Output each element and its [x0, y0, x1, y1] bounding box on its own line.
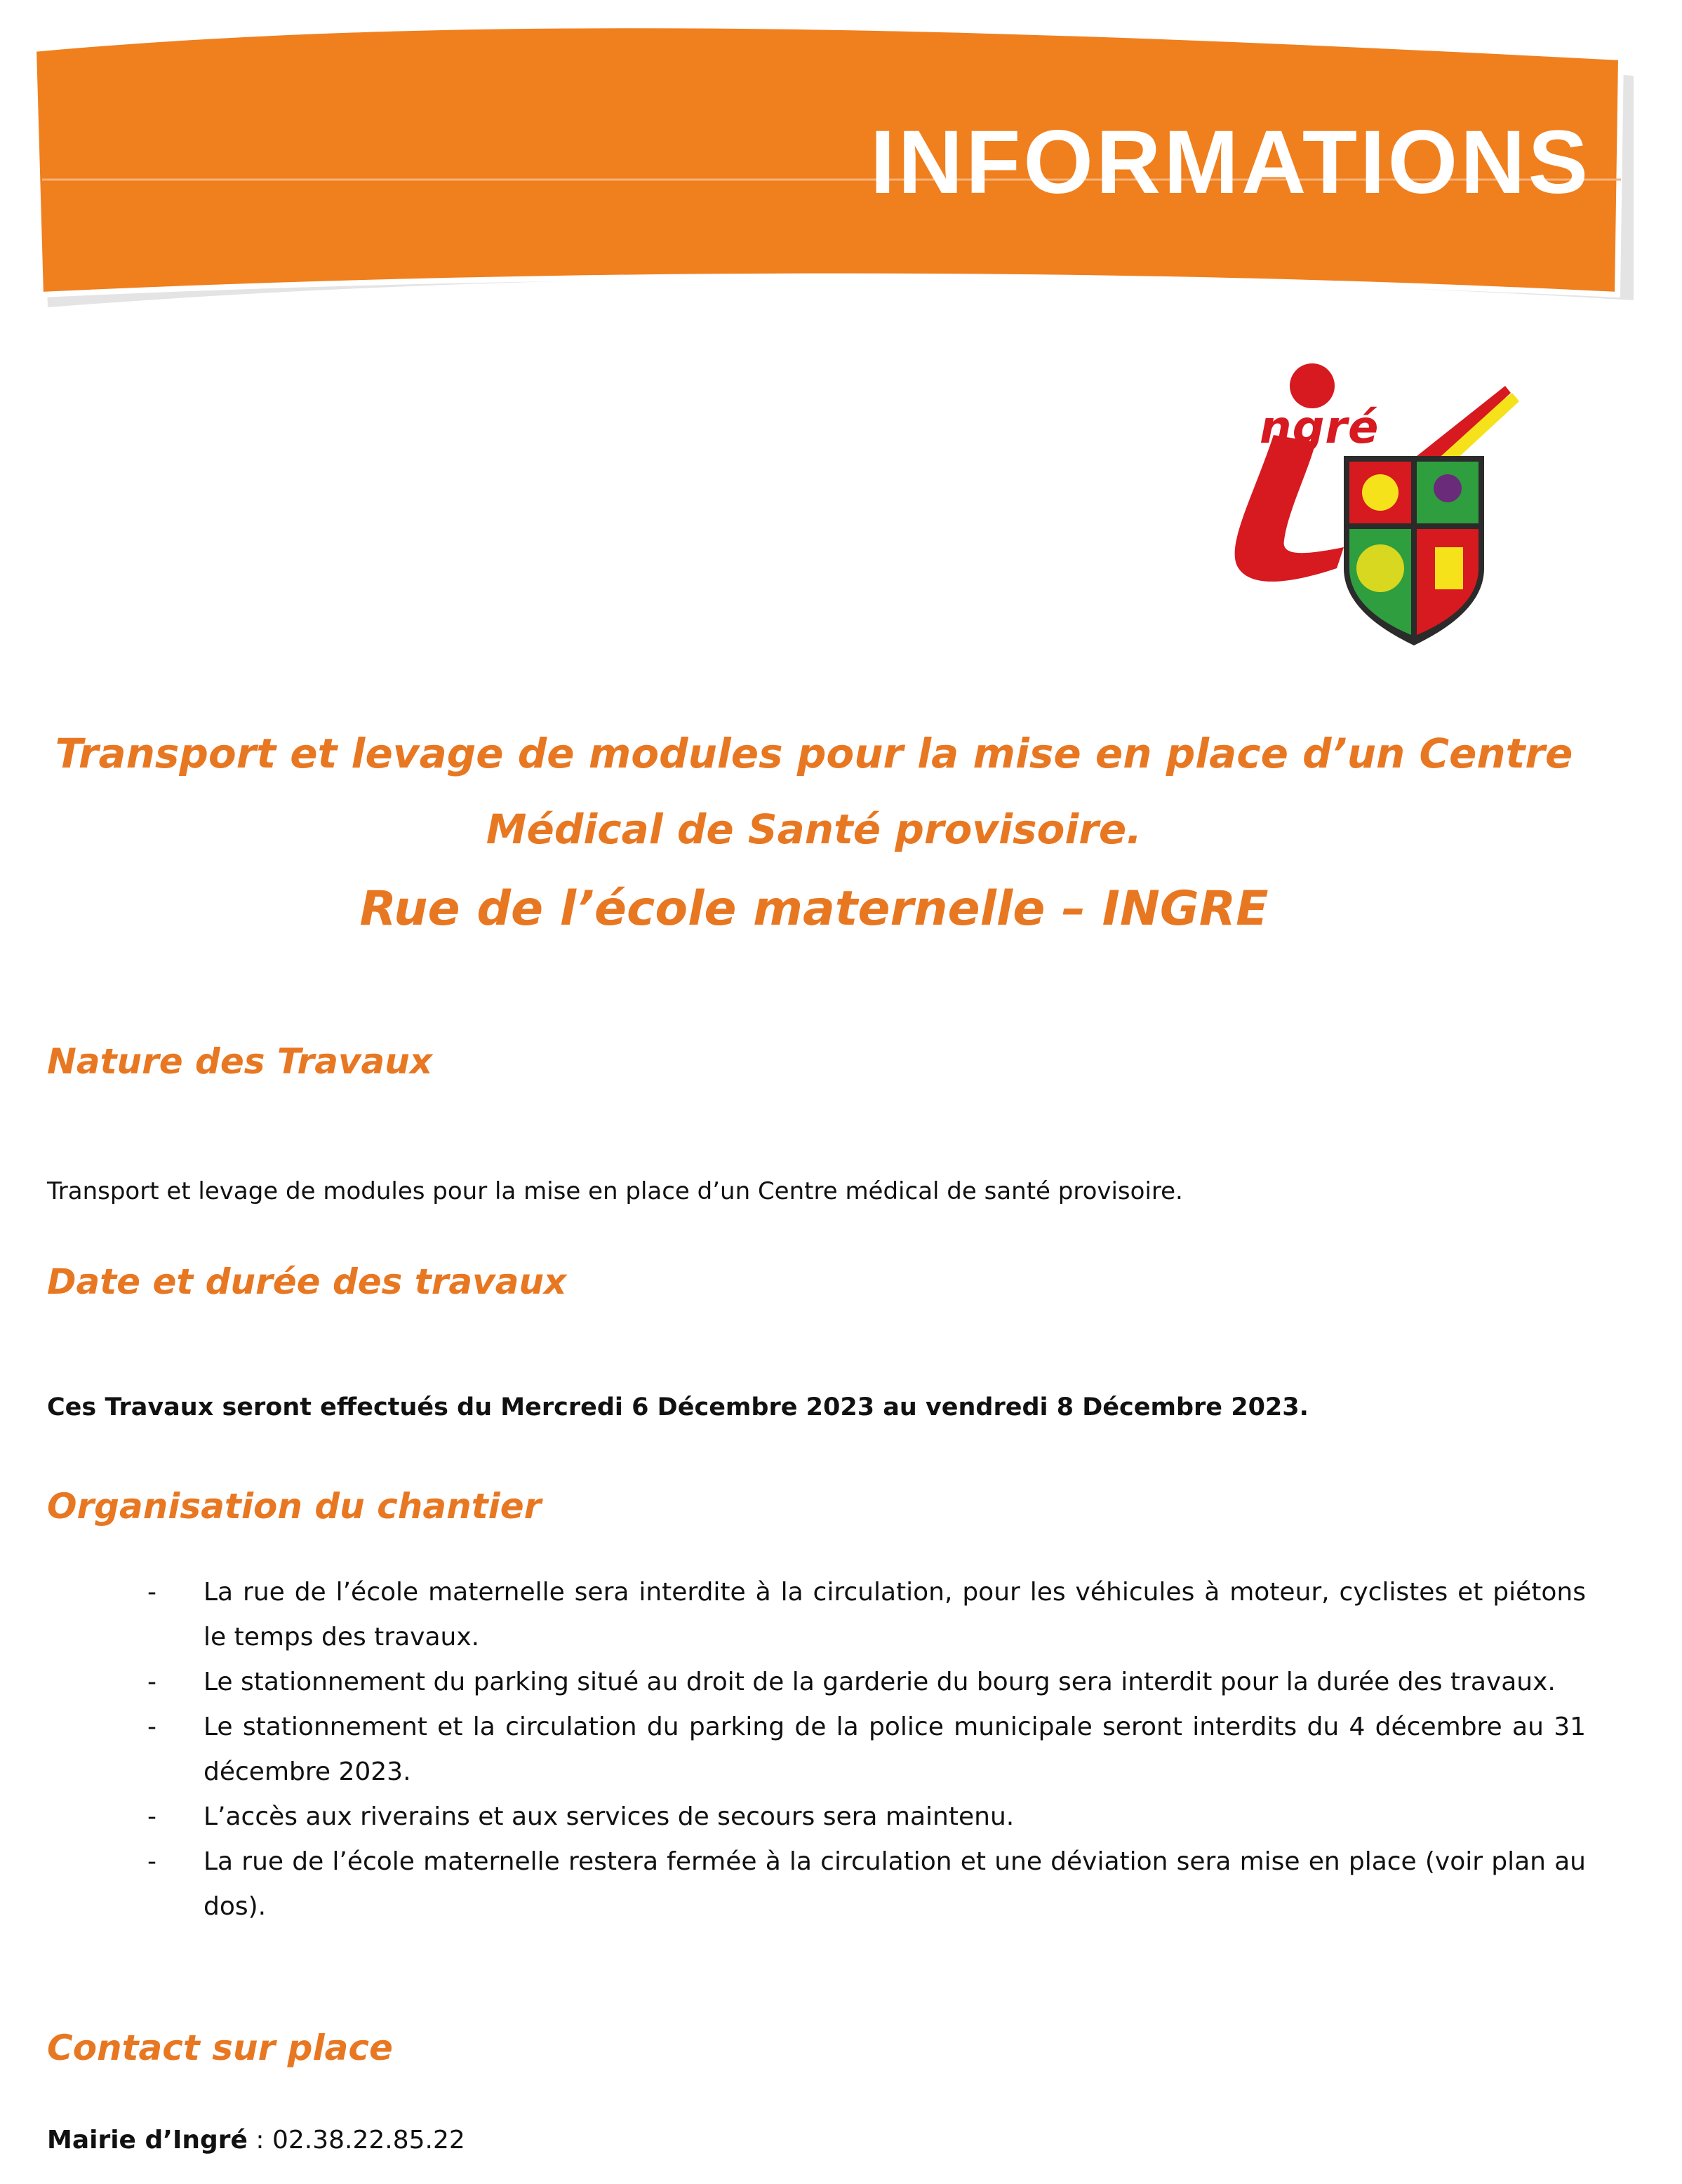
- logo-i-stem: [1235, 435, 1344, 582]
- list-item-text: La rue de l’école maternelle restera fermée à la circulation et une déviation sera mise en place (voir plan au dos).: [203, 1847, 1586, 1921]
- banner-title: INFORMATIONS: [870, 112, 1591, 213]
- bullet-dash: -: [147, 1847, 156, 1876]
- list-item-text: La rue de l’école maternelle sera interdite à la circulation, pour les véhicules à moteur, cyclistes et piétons le temps des travaux.: [203, 1578, 1586, 1652]
- bullet-dash: -: [147, 1713, 156, 1741]
- list-item: [147, 1705, 1586, 1795]
- logo-wordmark: ngré: [1260, 402, 1380, 454]
- list-item-text: Le stationnement du parking situé au droit de la garderie du bourg sera interdit pour la durée des travaux.: [203, 1668, 1556, 1696]
- contact-label: Mairie d’Ingré: [47, 2126, 248, 2155]
- heading-contact: Contact sur place: [47, 2028, 393, 2068]
- logo-shield: [1344, 456, 1484, 645]
- main-title-line-1: Transport et levage de modules pour la mise en place d’un Centre: [55, 730, 1573, 777]
- list-item: [147, 1795, 1586, 1840]
- organisation-list: [147, 1570, 1586, 1929]
- list-item: [147, 1660, 1586, 1705]
- heading-nature: Nature des Travaux: [47, 1041, 433, 1082]
- contact-line: [47, 2126, 465, 2155]
- heading-organisation: Organisation du chantier: [47, 1486, 542, 1527]
- dates-text: Ces Travaux seront effectués du Mercredi 6 Décembre 2023 au vendredi 8 Décembre 2023.: [47, 1393, 1309, 1421]
- list-item: [147, 1570, 1586, 1660]
- list-item-text: Le stationnement et la circulation du parking de la police municipale seront interdits du 4 décembre au 31 décembre 2023.: [203, 1713, 1586, 1786]
- bullet-dash: -: [147, 1578, 156, 1607]
- main-title-line-3: Rue de l’école maternelle – INGRE: [359, 881, 1269, 937]
- main-title-line-2: Médical de Santé provisoire.: [486, 805, 1142, 853]
- contact-phone: 02.38.22.85.22: [272, 2126, 465, 2155]
- contact-separator: :: [247, 2126, 272, 2155]
- list-item: [147, 1840, 1586, 1929]
- list-item-text: L’accès aux riverains et aux services de secours sera maintenu.: [203, 1802, 1015, 1831]
- nature-text: Transport et levage de modules pour la mise en place d’un Centre médical de santé provisoire.: [47, 1177, 1183, 1205]
- bullet-dash: -: [147, 1668, 156, 1696]
- heading-dates: Date et durée des travaux: [47, 1261, 567, 1302]
- bullet-dash: -: [147, 1802, 156, 1831]
